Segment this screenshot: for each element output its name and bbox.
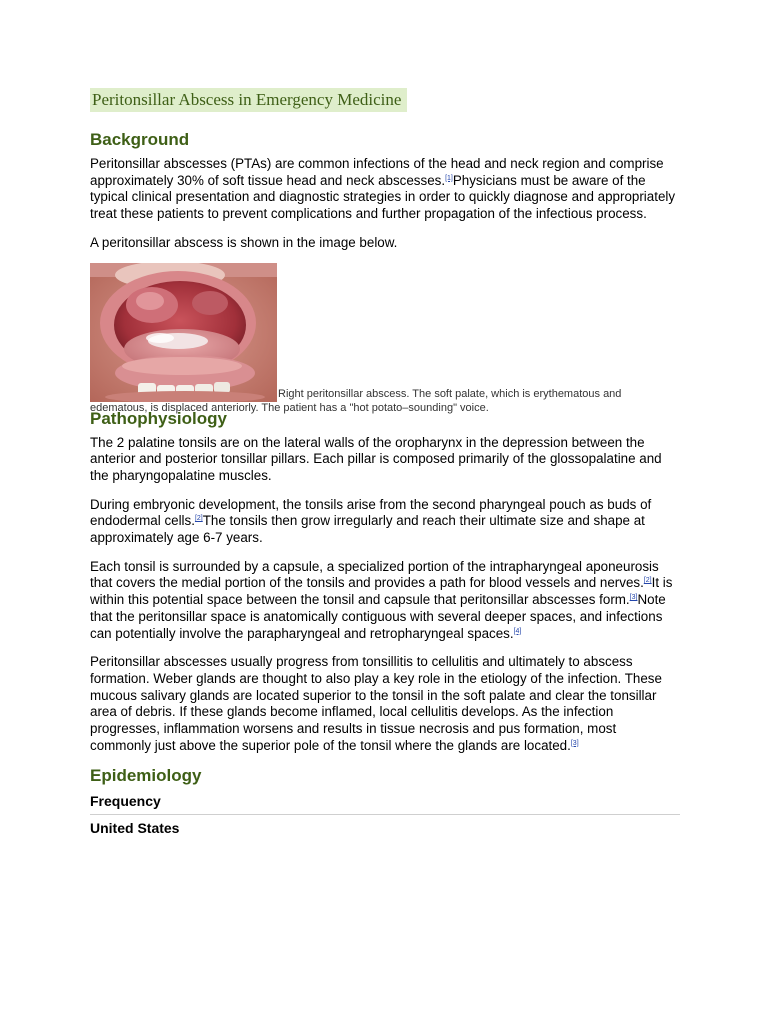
background-paragraph-2: A peritonsillar abscess is shown in the image below.	[90, 234, 398, 250]
pathophysiology-paragraph-1: The 2 palatine tonsils are on the lateral walls of the oropharynx in the depression between the anterior and posterior tonsillar pillars. Each pillar is composed primarily of the glossopalatine and the pharyngopalatine muscles.	[90, 434, 662, 483]
reference-link[interactable]: [2]	[194, 515, 203, 523]
caption-line-2: edematous, is displaced anteriorly. The patient has a "hot potato–sounding" voice.	[90, 401, 489, 414]
reference-link[interactable]: [1]	[445, 174, 453, 182]
pathophysiology-paragraph-4	[90, 654, 680, 754]
paragraph-text: It is within this potential space between the tonsil and capsule that peritonsillar abscesses form.	[90, 575, 673, 608]
paragraph-text: Peritonsillar abscesses (PTAs) are common infections of the head and neck region and comprise approximately 30% of soft tissue head and neck abscesses.	[90, 156, 664, 188]
section-heading-pathophysiology: Pathophysiology	[90, 408, 227, 428]
pathophysiology-paragraph-2	[90, 497, 680, 547]
reference-link[interactable]: [4]	[513, 627, 522, 635]
section-heading-epidemiology: Epidemiology	[90, 766, 202, 786]
background-paragraph-1	[90, 156, 680, 223]
caption-line-1: Right peritonsillar abscess. The soft palate, which is erythematous and	[278, 387, 622, 400]
reference-link[interactable]: [3]	[629, 594, 638, 602]
divider	[90, 814, 680, 815]
section-heading-background: Background	[90, 130, 190, 149]
article	[90, 88, 680, 837]
pathophysiology-paragraph-3	[90, 559, 680, 643]
paragraph-text: Physicians must be aware of the typical clinical presentation and diagnostic strategies in order to quickly diagnose and appropriately treat these patients to prevent complications and further propagation of the infectious process.	[90, 172, 676, 222]
paragraph-text: Each tonsil is surrounded by a capsule, a specialized portion of the intrapharyngeal aponeurosis that covers the medial portion of the tonsils and provides a path for blood vessels and nerves.	[90, 558, 659, 591]
figure-caption	[90, 387, 658, 414]
subheading-frequency: Frequency	[90, 793, 161, 810]
reference-link[interactable]: [3]	[570, 739, 579, 747]
page-title: Peritonsillar Abscess in Emergency Medicine	[90, 88, 407, 112]
subheading-united-states: United States	[90, 820, 180, 837]
paragraph-text: Note that the peritonsillar space is anatomically contiguous with several deeper spaces, and infections can potentially involve the parapharyngeal and retropharyngeal spaces.	[90, 592, 666, 641]
paragraph-text: During embryonic development, the tonsils arise from the second pharyngeal pouch as buds of endodermal cells.	[90, 496, 652, 529]
figure	[90, 263, 680, 413]
peritonsillar-abscess-photo[interactable]	[90, 263, 277, 402]
paragraph-text: The tonsils then grow irregularly and reach their ultimate size and shape at approximately age 6-7 years.	[90, 513, 645, 546]
reference-link[interactable]: [2]	[643, 577, 652, 585]
paragraph-text: Peritonsillar abscesses usually progress from tonsillitis to cellulitis and ultimately to abscess formation. Weber glands are thought to also play a key role in the etiology of the infection. These mucous salivary glands are located superior to the tonsil in the soft palate and clear the tonsillar area of debris. If these glands become inflamed, local cellulitis develops. As the infection progresses, inflammation worsens and results in tissue necrosis and pus formation, most commonly just above the superior pole of the tonsil where the glands are located.	[90, 654, 662, 753]
